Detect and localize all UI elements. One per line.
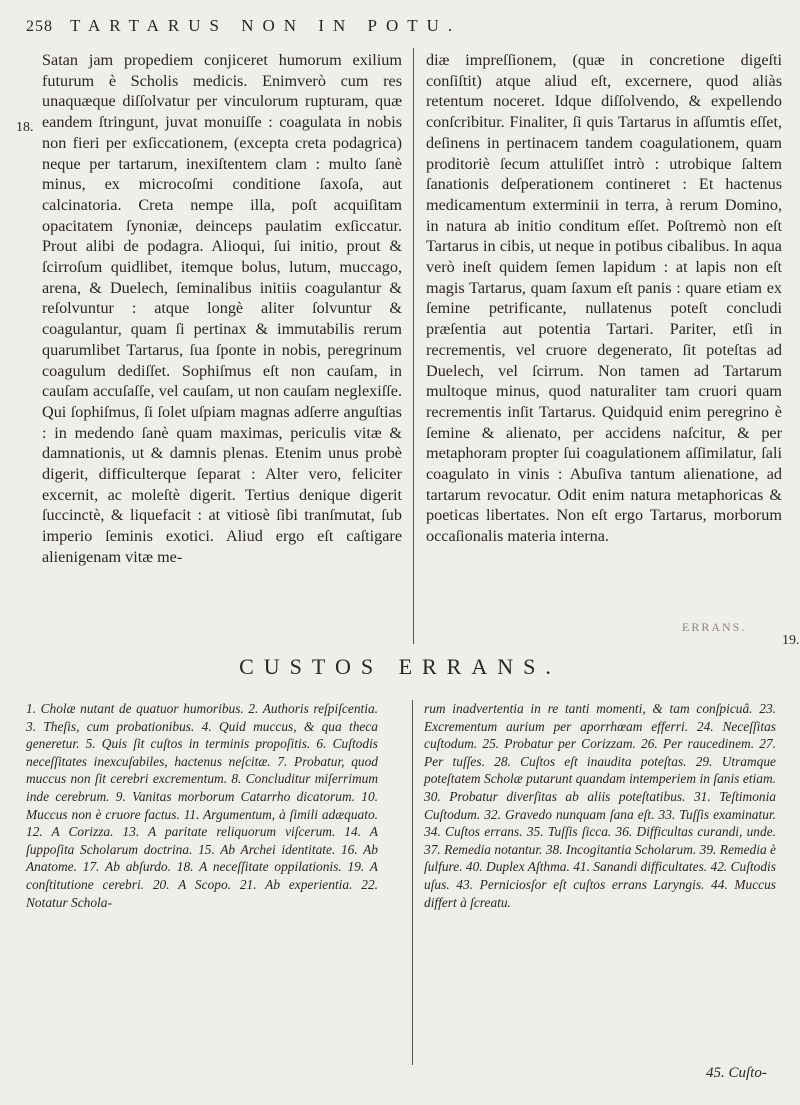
section-heading: CUSTOS ERRANS. [239, 654, 561, 679]
right-text-column [426, 50, 782, 547]
right-column-text: diæ impreſſionem, (quæ in concretione digeſti conſiſtit) atque aliud eſt, excernere, quod aliàs retentum noceret. Idque diſſolvendo, & expellendo conſcribitur. Finaliter, ſi quis Tartarus in aſſumtis eſſet, deſinens in pertinacem tandem coagulationem, quam proditoriè ſecum attuliſſet intrò : utrobique ſaltem ſanationis deſperationem contineret : Et hactenus medicamentum exterminii in terra, à rerum Domino, in natura ab initio conditum eſſet. Poſtremò non eſt Tartarus in cibis, ut neque in potibus cibalibus. In aqua verò ineſt quidem ſemen lapidum : at lapis non eſt magis Tartarus, quam ſaxum eſt panis : quare etiam ex ſemine petrificante, nullatenus poteſt concludi præſentia aut potentia Tartari. Pariter, etſi in recrementis, vel cruore degenerato, ſit poteſtas ad Duelech, vel ſcirrum. Non tamen ad Tartarum multoque minus, quod naturaliter tam cruori quam recrementis inſit Tartarus. Quidquid enim peregrino è ſemine & alienato, per accidens naſcitur, & per metaphoram propter ſui coagulationem aſſimilatur, ſali coagulato in vinis : Abuſiva tantum alienatione, ad tartarum revocatur. Odit enim natura metaphoricas & poeticas libertates. Non eſt ergo Tartarus, morborum occaſionalis materia interna. [426, 51, 782, 546]
page-number: 258 [26, 18, 53, 35]
margin-number-right: 19. [782, 633, 800, 648]
running-title: TARTARUS NON IN POTU. [70, 16, 462, 35]
margin-number-left: 18. [16, 120, 34, 135]
left-column-text: Satan jam propediem conjiceret humorum exilium futurum è Scholis medicis. Enimverò cum res unaquæque diſſolvatur per vinculorum rupturam, quæ eandem ſtringunt, juvat monuiſſe : coagulata in nobis non fieri per exſiccationem, (excepta creta podagrica) neque per tartarum, inexiſtentem clam : multo ſanè minus, ex microcoſmi conditione ſaxoſa, aut calcinatoria. Creta nempe illa, poſt acquiſitam opacitatem ſynoniæ, deinceps paulatim exſiccatur. Prout alibi de podagra. Alioqui, ſui initio, prout & ſcirroſum quidlibet, itemque bolus, lutum, muccago, arena, & Duelech, ſeminalibus initiis coagulantur & reſolvuntur : atque longè aliter ſolvuntur & coagulantur, quam ſi pertinax & immutabilis rerum quarumlibet Tartarus, ſua ſponte in nobis, peregrinum coagulum dediſſet. Sophiſmus eſt non cauſam, in cauſam accuſaſſe, vel cauſam, ut non cauſam neglexiſſe. Qui ſophiſmus, ſi ſolet uſpiam magnas adſerre anguſtias : in medendo ſanè quam maximas, periculis vitæ & damnationis, ut & damnis plenas. Etenim unus probè digerit, difficulterque ſeparat : Alter vero, feliciter excernit, ac moleſtè digerit. Tertius denique digerit ſuccinctè, & liquefacit : at vitiosè ſibi tranſmutat, ſub imperio ſeminis exotici. Aliud ergo eſt caſtigare alienigenam vitæ me- [42, 51, 402, 566]
notes-catchword: 45. Cuſto- [706, 1065, 767, 1081]
notes-right-text: rum inadvertentia in re tanti momenti, & tam conſpicuâ. 23. Excrementum aurium per aporrhœam efferri. 24. Neceſſitas cuſtodum. 25. Probatur per Corizzam. 26. Per raucedinem. 27. Per tuſſes. 28. Cuſtos eſt inaudita poteſtas. 29. Utramque poteſtatem Scholæ putarunt quandam intemperiem in ſanis etiam. 30. Probatur diverſitas ab aliis poteſtatibus. 31. Teſtimonia Cuſtodum. 32. Gravedo nunquam ſana eſt. 33. Tuſſis examinatur. 34. Cuſtos errans. 35. Tuſſis ſicca. 36. Difficultas curandi, unde. 37. Remedia notantur. 38. Incogitantia Scholarum. 39. Remedia è ſulfure. 40. Duplex Aſthma. 41. Sanandi difficultates. 42. Cuſtodis uſus. 43. Perniciosſor eſt cuſtos errans Laryngis. 44. Muccus differt à ſcreatu. [424, 701, 776, 910]
left-text-column [42, 50, 402, 568]
notes-left-text: 1. Cholæ nutant de quatuor humoribus. 2. Authoris reſpiſcentia. 3. Theſis, cum probationibus. 4. Quid muccus, & qua theca generetur. 5. Quis ſit cuſtos in terminis propoſitis. 6. Cuſtodis neceſſitates inexcuſabiles, hactenus neſcitæ. 7. Probatur, quod muccus non ſit cerebri excrementum. 8. Concluditur miſerrimum inde cerebrum. 9. Vanitas morborum Catarrho dicatorum. 10. Muccus non è cruore factus. 11. Argumentum, à ſimili adæquato. 12. A Corizza. 13. A paritate reliquorum viſcerum. 14. A ſuppoſita Scholarum doctrina. 15. Ab Archei identitate. 16. Ab Anatome. 17. Ab abſurdo. 18. A neceſſitate oppilationis. 19. A conſtitutione cerebri. 20. A Scopo. 21. Ab experientia. 22. Notatur Schola- [26, 701, 378, 910]
running-head [0, 16, 800, 44]
catchword: ERRANS. [682, 620, 747, 634]
notes-column-divider [412, 700, 413, 1065]
summary-notes-right [424, 700, 776, 911]
column-divider [413, 48, 414, 644]
summary-notes-left [26, 700, 378, 911]
